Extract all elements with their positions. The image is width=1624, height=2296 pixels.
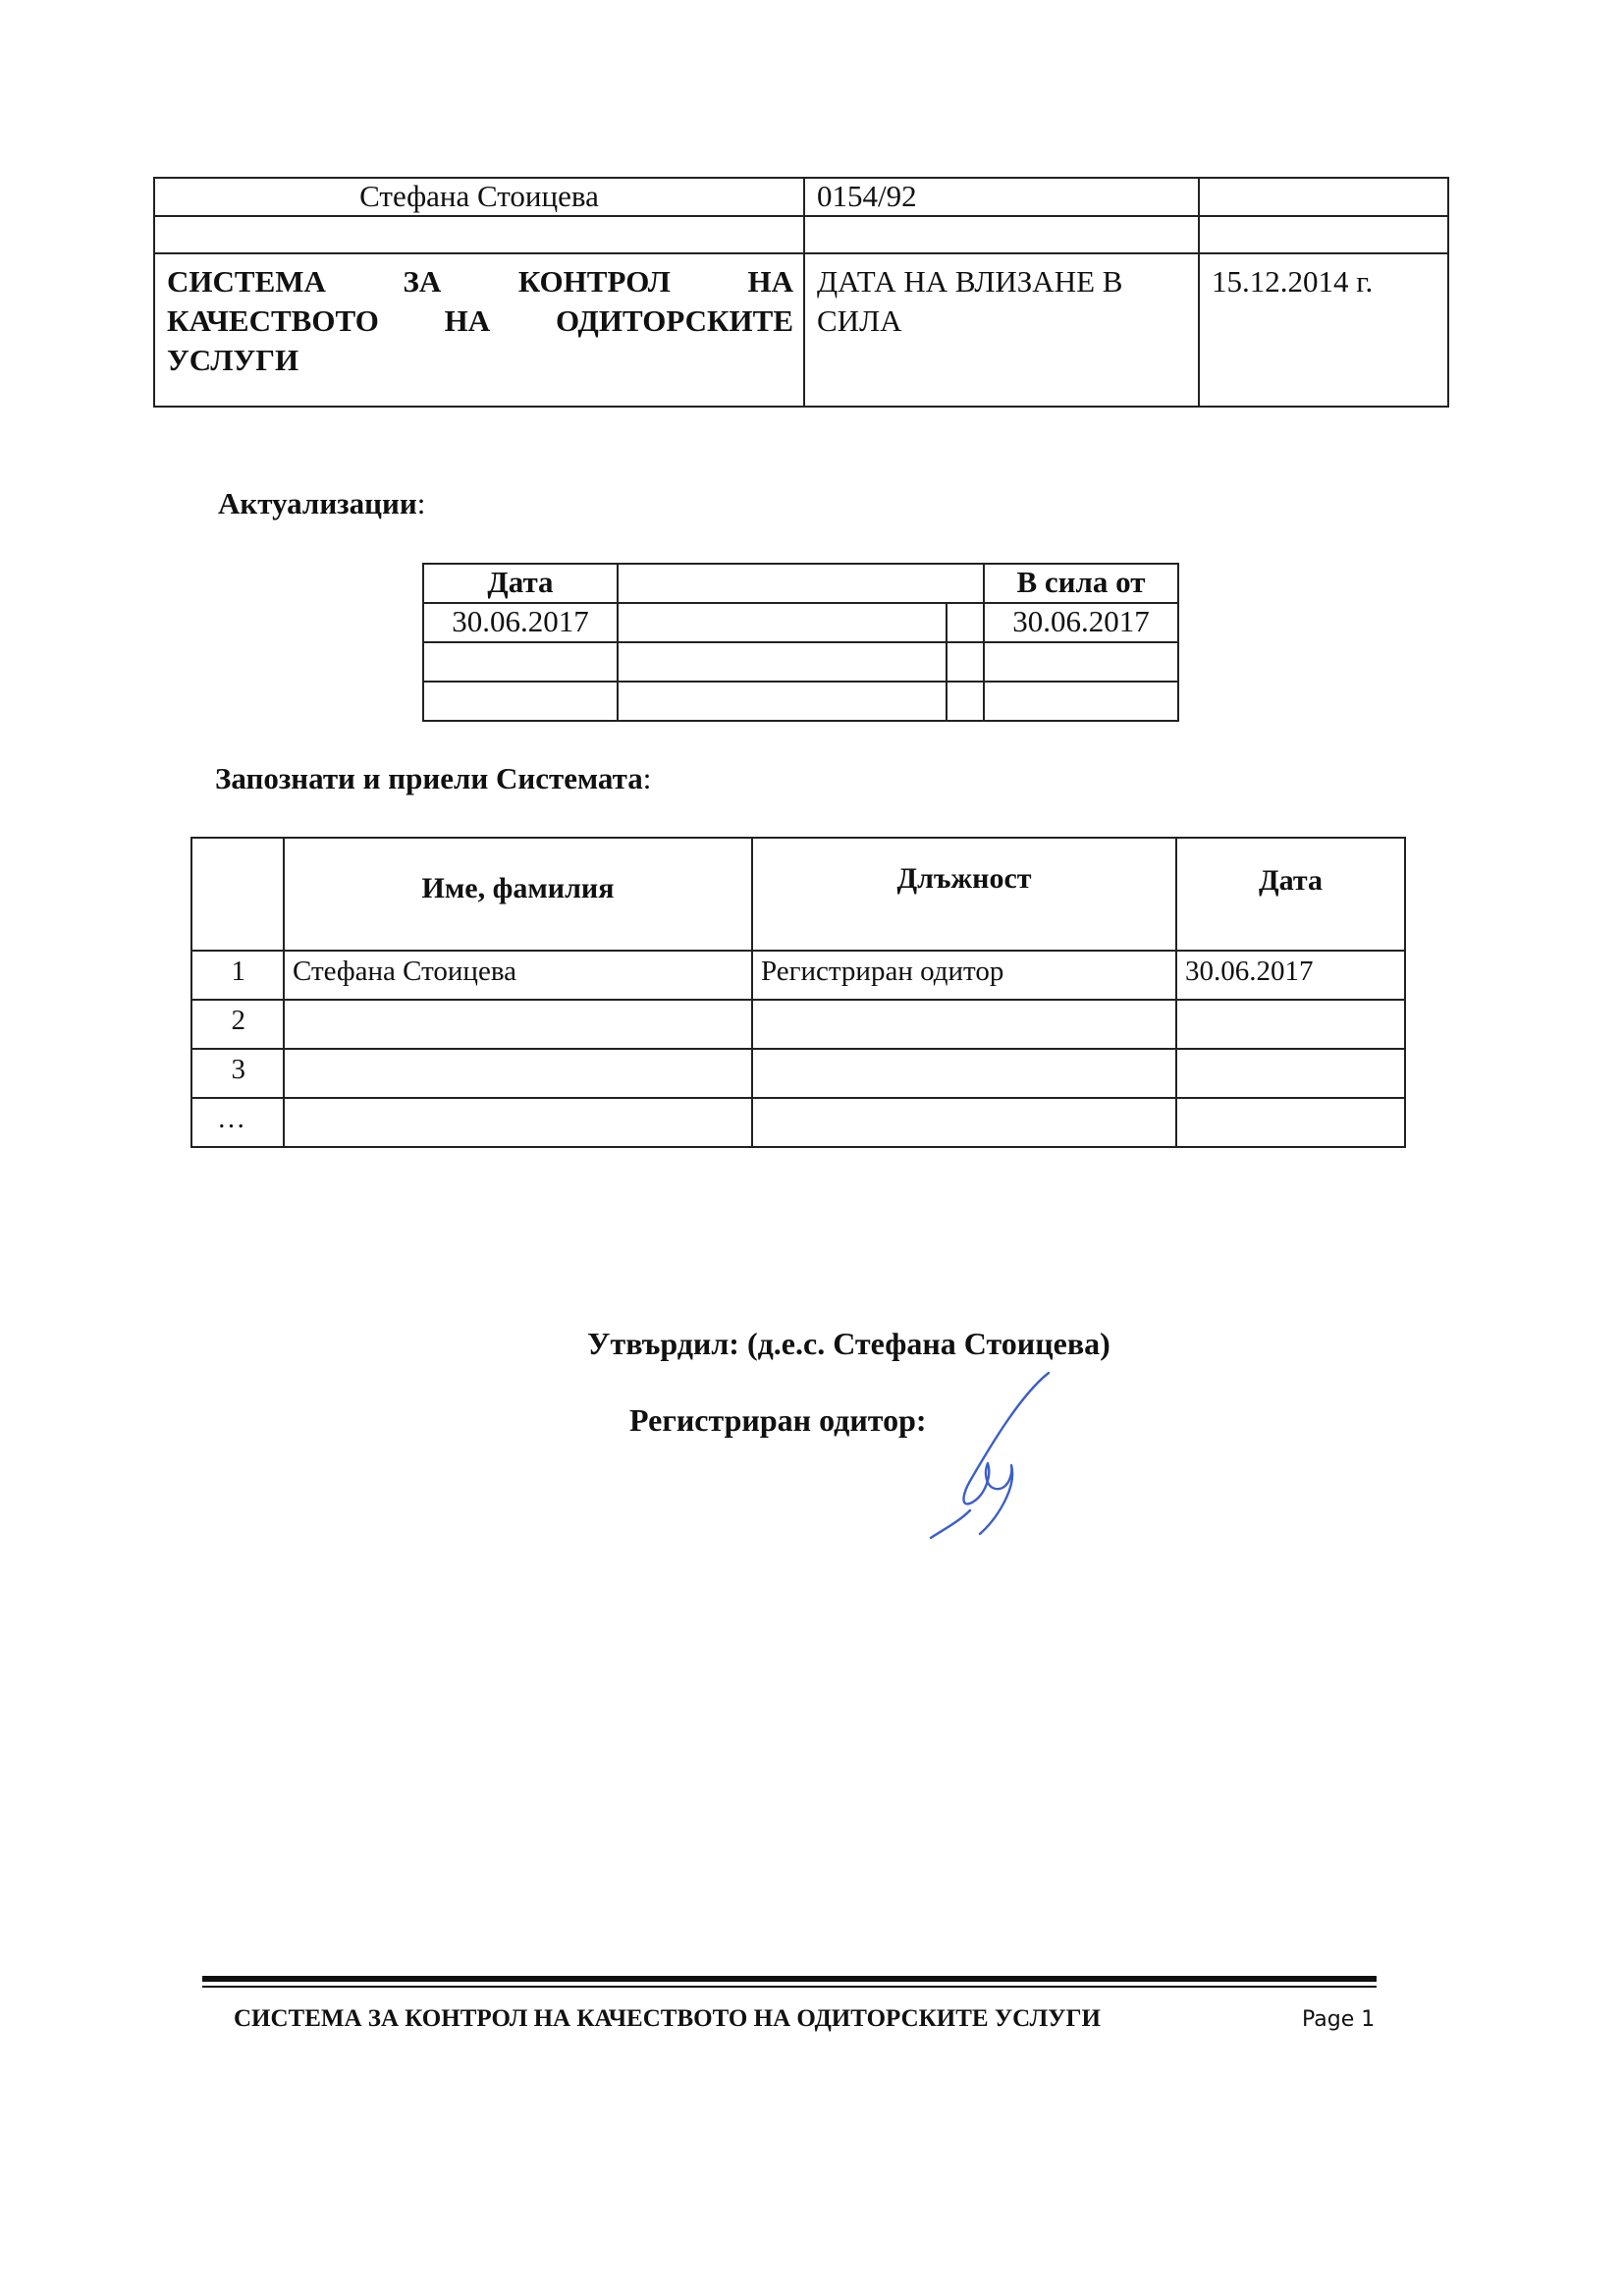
ack-header-date: Дата [1176,838,1405,951]
header-empty-cell [154,216,804,253]
ack-cell: 30.06.2017 [1176,951,1405,1000]
acknowledged-table [190,837,1406,1148]
updates-cell [947,603,984,642]
updates-cell [618,682,947,721]
acknowledged-row [191,1098,1405,1147]
footer-rule [202,1976,1377,1982]
updates-row [423,603,1178,642]
updates-header-date: Дата [423,564,618,603]
effective-date-label: ДАТА НА ВЛИЗАНЕ В СИЛА [804,253,1199,407]
header-empty-cell [804,216,1199,253]
footer-rule [202,1986,1377,1988]
ack-header-name: Име, фамилия [284,838,752,951]
acknowledged-row [191,1000,1405,1049]
updates-heading [218,486,425,521]
ack-header-position: Длъжност [752,838,1176,951]
acknowledged-header-row [191,838,1405,951]
effective-date-value: 15.12.2014 г. [1199,253,1448,407]
header-extra-cell [1199,178,1448,216]
ack-cell [752,1049,1176,1098]
ack-cell [1176,1049,1405,1098]
updates-cell: 30.06.2017 [984,603,1178,642]
updates-heading-colon: : [416,486,426,520]
ack-cell [284,1049,752,1098]
acknowledged-row [191,951,1405,1000]
updates-header-effective: В сила от [984,564,1178,603]
page-number: Page 1 [1302,2007,1376,2032]
updates-row [423,642,1178,682]
acknowledged-heading [215,761,651,796]
ack-cell [1176,1000,1405,1049]
ack-cell: Регистриран одитор [752,951,1176,1000]
signature-mark [923,1365,1060,1542]
ack-cell [284,1000,752,1049]
header-name-cell: Стефана Стоицева [154,178,804,216]
updates-header-blank [618,564,984,603]
updates-cell [947,682,984,721]
ack-cell [752,1000,1176,1049]
ack-row-number: 2 [191,1000,284,1049]
updates-cell [423,682,618,721]
ack-row-number: 3 [191,1049,284,1098]
auditor-label: Регистриран одитор: [629,1402,927,1438]
updates-cell [423,642,618,682]
acknowledged-heading-colon: : [642,761,652,795]
updates-row [423,682,1178,721]
header-reg-no-cell: 0154/92 [804,178,1199,216]
updates-cell [618,642,947,682]
updates-header-row [423,564,1178,603]
updates-cell [618,603,947,642]
ack-cell [284,1098,752,1147]
ack-cell [752,1098,1176,1147]
ack-cell: Стефана Стоицева [284,951,752,1000]
updates-heading-text: Актуализации [218,486,417,520]
updates-table [422,563,1179,722]
acknowledged-row [191,1049,1405,1098]
updates-cell: 30.06.2017 [423,603,618,642]
ack-header-number [191,838,284,951]
header-table [153,177,1449,408]
signature-stroke [931,1373,1049,1538]
document-title-cell: СИСТЕМА ЗА КОНТРОЛ НА КАЧЕСТВОТО НА ОДИТОРСКИТЕ УСЛУГИ [154,253,804,407]
updates-cell [984,682,1178,721]
header-empty-cell [1199,216,1448,253]
updates-cell [984,642,1178,682]
footer-title: СИСТЕМА ЗА КОНТРОЛ НА КАЧЕСТВОТО НА ОДИТОРСКИТЕ УСЛУГИ [234,2005,1101,2032]
acknowledged-heading-text: Запознати и приели Системата [215,761,643,795]
ack-row-number: … [191,1098,284,1147]
approved-by-text: Утвърдил: (д.е.с. Стефана Стоицева) [587,1326,1110,1361]
updates-cell [947,642,984,682]
ack-row-number: 1 [191,951,284,1000]
ack-cell [1176,1098,1405,1147]
